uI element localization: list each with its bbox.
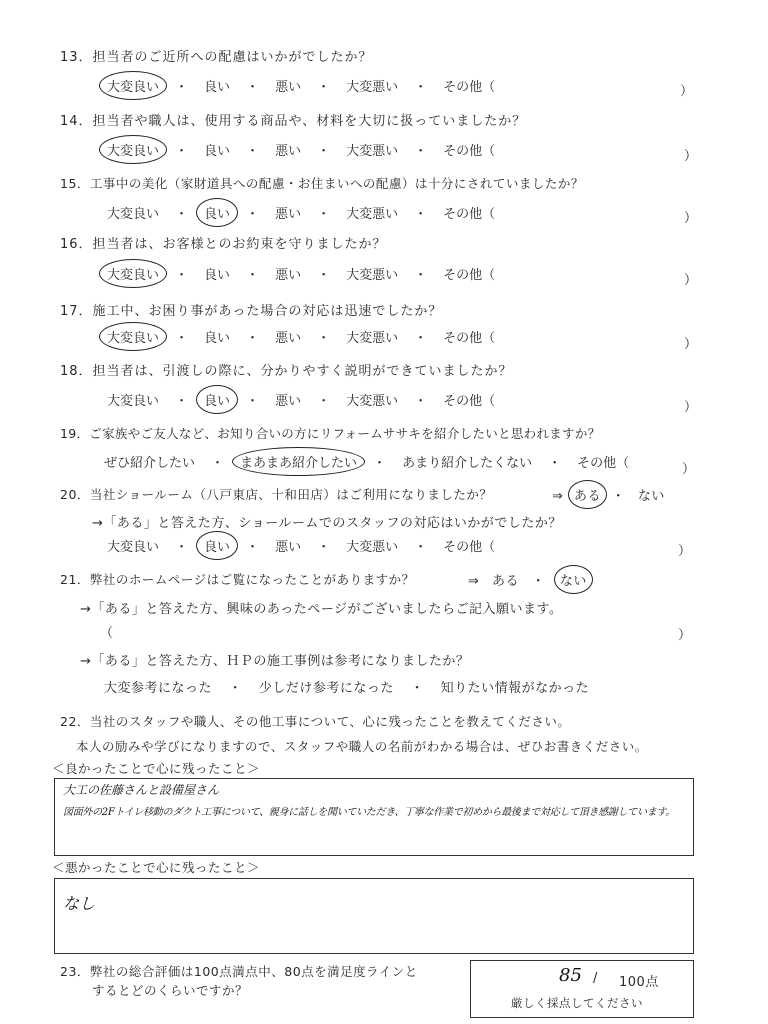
close-paren: ） — [678, 544, 692, 559]
question-23-line-2: するとどのくらいですか？ — [92, 983, 249, 998]
arrow-icon: ⇒ — [552, 489, 564, 504]
option-not-really-recommend[interactable]: あまり紹介したくない — [402, 456, 533, 471]
question-18-options: 大変良い ・ 良い ・ 悪い ・ 大変悪い ・ その他（ — [105, 390, 497, 409]
close-paren: ） — [684, 337, 698, 352]
question-15-options: 大変良い ・ 良い ・ 悪い ・ 大変悪い ・ その他（ — [105, 203, 497, 222]
close-paren: ） — [684, 273, 698, 288]
score-box[interactable] — [470, 960, 694, 1018]
option-yes[interactable]: ある — [492, 574, 520, 589]
option-bad[interactable]: 悪い — [275, 331, 302, 346]
option-other[interactable]: その他（ — [443, 540, 496, 555]
option-very-helpful[interactable]: 大変参考になった — [104, 681, 213, 696]
option-other[interactable]: その他（ — [577, 456, 630, 471]
option-good[interactable]: 良い — [204, 268, 231, 283]
question-17-options: 大変良い ・ 良い ・ 悪い ・ 大変悪い ・ その他（ — [105, 327, 497, 346]
question-23-line-1: 23．弊社の総合評価は100点満点中、80点を満足度ラインと — [60, 964, 418, 979]
question-21-answers: ⇒ ある ・ ない — [468, 570, 587, 589]
question-21: 21．弊社のホームページはご覧になったことがありますか？ — [60, 572, 415, 587]
question-22: 22．当社のスタッフや職人、その他工事について、心に残ったことを教えてください。 — [60, 714, 571, 729]
option-good-selected[interactable]: 良い — [202, 536, 232, 555]
close-paren: ） — [684, 149, 698, 164]
good-memories-label: ＜良かったことで心に残ったこと＞ — [52, 761, 261, 776]
option-very-good-selected[interactable]: 大変良い — [105, 264, 161, 283]
question-16-options: 大変良い ・ 良い ・ 悪い ・ 大変悪い ・ その他（ — [105, 264, 497, 283]
question-21-options: 大変参考になった ・ 少しだけ参考になった ・ 知りたい情報がなかった — [104, 681, 590, 696]
option-other[interactable]: その他（ — [443, 144, 496, 159]
question-20-answers: ⇒ ある ・ ない — [552, 485, 665, 504]
close-paren: ） — [684, 211, 698, 226]
good-memories-box[interactable] — [54, 778, 694, 856]
option-bad[interactable]: 悪い — [275, 207, 302, 222]
question-14-options: 大変良い ・ 良い ・ 悪い ・ 大変悪い ・ その他（ — [105, 140, 497, 159]
option-other[interactable]: その他（ — [443, 394, 496, 409]
option-bad[interactable]: 悪い — [275, 540, 302, 555]
question-20-follow: →「ある」と答えた方、ショールームでのスタッフの対応はいかがでしたか？ — [92, 516, 562, 531]
option-somewhat-recommend-selected[interactable]: まあまあ紹介したい — [238, 452, 359, 471]
option-good-selected[interactable]: 良い — [202, 203, 232, 222]
question-16: 16．担当者は、お客様とのお約束を守りましたか？ — [60, 237, 387, 252]
handwritten-good-2: 図面外の2Fトイレ移動のダクト工事について、親身に話しを聞いていただき、丁寧な作業で初めから最後まで対応して頂き感謝しています。 — [63, 807, 676, 818]
option-very-good[interactable]: 大変良い — [107, 207, 160, 222]
option-very-bad[interactable]: 大変悪い — [346, 268, 399, 283]
close-paren: ） — [682, 462, 696, 477]
option-yes-selected[interactable]: ある — [574, 485, 601, 504]
option-no-selected[interactable]: ない — [560, 570, 587, 589]
option-other[interactable]: その他（ — [443, 268, 496, 283]
question-18: 18．担当者は、引渡しの際に、分かりやすく説明ができていましたか？ — [60, 364, 513, 379]
option-good[interactable]: 良い — [204, 331, 231, 346]
open-paren: （ — [100, 626, 114, 641]
question-21-follow-1: →「ある」と答えた方、興味のあったページがございましたらご記入願います。 — [80, 602, 563, 617]
option-very-good[interactable]: 大変良い — [107, 540, 160, 555]
option-very-good[interactable]: 大変良い — [107, 394, 160, 409]
option-very-bad[interactable]: 大変悪い — [346, 394, 399, 409]
option-very-good-selected[interactable]: 大変良い — [105, 140, 161, 159]
option-very-good-selected[interactable]: 大変良い — [105, 327, 161, 346]
handwritten-bad: なし — [63, 894, 96, 913]
question-17: 17．施工中、お困り事があった場合の対応は迅速でしたか？ — [60, 304, 443, 319]
option-good-selected[interactable]: 良い — [202, 390, 232, 409]
handwritten-good-1: 大工の佐藤さんと設備屋さん — [63, 783, 220, 797]
option-other[interactable]: その他（ — [443, 331, 496, 346]
bad-memories-label: ＜悪かったことで心に残ったこと＞ — [52, 860, 261, 875]
option-good[interactable]: 良い — [204, 144, 231, 159]
option-no-info[interactable]: 知りたい情報がなかった — [440, 681, 590, 696]
option-bad[interactable]: 悪い — [275, 144, 302, 159]
score-value: 85 — [559, 965, 582, 986]
option-very-bad[interactable]: 大変悪い — [346, 207, 399, 222]
score-note: 厳しく採点してください — [511, 996, 643, 1010]
arrow-icon: ⇒ — [468, 574, 480, 589]
option-bad[interactable]: 悪い — [275, 394, 302, 409]
option-very-bad[interactable]: 大変悪い — [346, 331, 399, 346]
question-21-follow-2: →「ある」と答えた方、ＨＰの施工事例は参考になりましたか？ — [80, 654, 470, 669]
option-other[interactable]: その他（ — [443, 80, 496, 95]
question-15: 15．工事中の美化（家財道具への配慮・お住まいへの配慮）は十分にされていましたか？ — [60, 176, 584, 191]
question-19-options: ぜひ紹介したい ・ まあまあ紹介したい ・ あまり紹介したくない ・ その他（ — [102, 452, 631, 471]
question-22-note: 本人の励みや学びになりますので、スタッフや職人の名前がわかる場合は、ぜひお書きください。 — [76, 739, 648, 754]
option-very-bad[interactable]: 大変悪い — [346, 144, 399, 159]
option-no[interactable]: ない — [637, 489, 665, 504]
option-definitely-recommend[interactable]: ぜひ紹介したい — [104, 456, 196, 471]
option-bad[interactable]: 悪い — [275, 268, 302, 283]
close-paren: ） — [680, 84, 694, 99]
question-20: 20．当社ショールーム（八戸東店、十和田店）はご利用になりましたか？ — [60, 487, 493, 502]
option-very-bad[interactable]: 大変悪い — [346, 80, 399, 95]
question-19: 19．ご家族やご友人など、お知り合いの方にリフォームササキを紹介したいと思われますか？ — [60, 426, 601, 441]
option-other[interactable]: その他（ — [443, 207, 496, 222]
option-very-good-selected[interactable]: 大変良い — [105, 76, 161, 95]
question-13-options: 大変良い ・ 良い ・ 悪い ・ 大変悪い ・ その他（ — [105, 76, 497, 95]
question-20-options: 大変良い ・ 良い ・ 悪い ・ 大変悪い ・ その他（ — [105, 536, 497, 555]
option-bad[interactable]: 悪い — [275, 80, 302, 95]
close-paren: ） — [678, 628, 692, 643]
question-14: 14．担当者や職人は、使用する商品や、材料を大切に扱っていましたか？ — [60, 114, 527, 129]
question-13: 13．担当者のご近所への配慮はいかがでしたか？ — [60, 50, 373, 65]
bad-memories-box[interactable] — [54, 878, 694, 954]
option-good[interactable]: 良い — [204, 80, 231, 95]
option-slightly-helpful[interactable]: 少しだけ参考になった — [258, 681, 394, 696]
score-max: 100点 — [619, 975, 659, 990]
close-paren: ） — [684, 400, 698, 415]
option-very-bad[interactable]: 大変悪い — [346, 540, 399, 555]
score-slash: / — [593, 971, 598, 986]
